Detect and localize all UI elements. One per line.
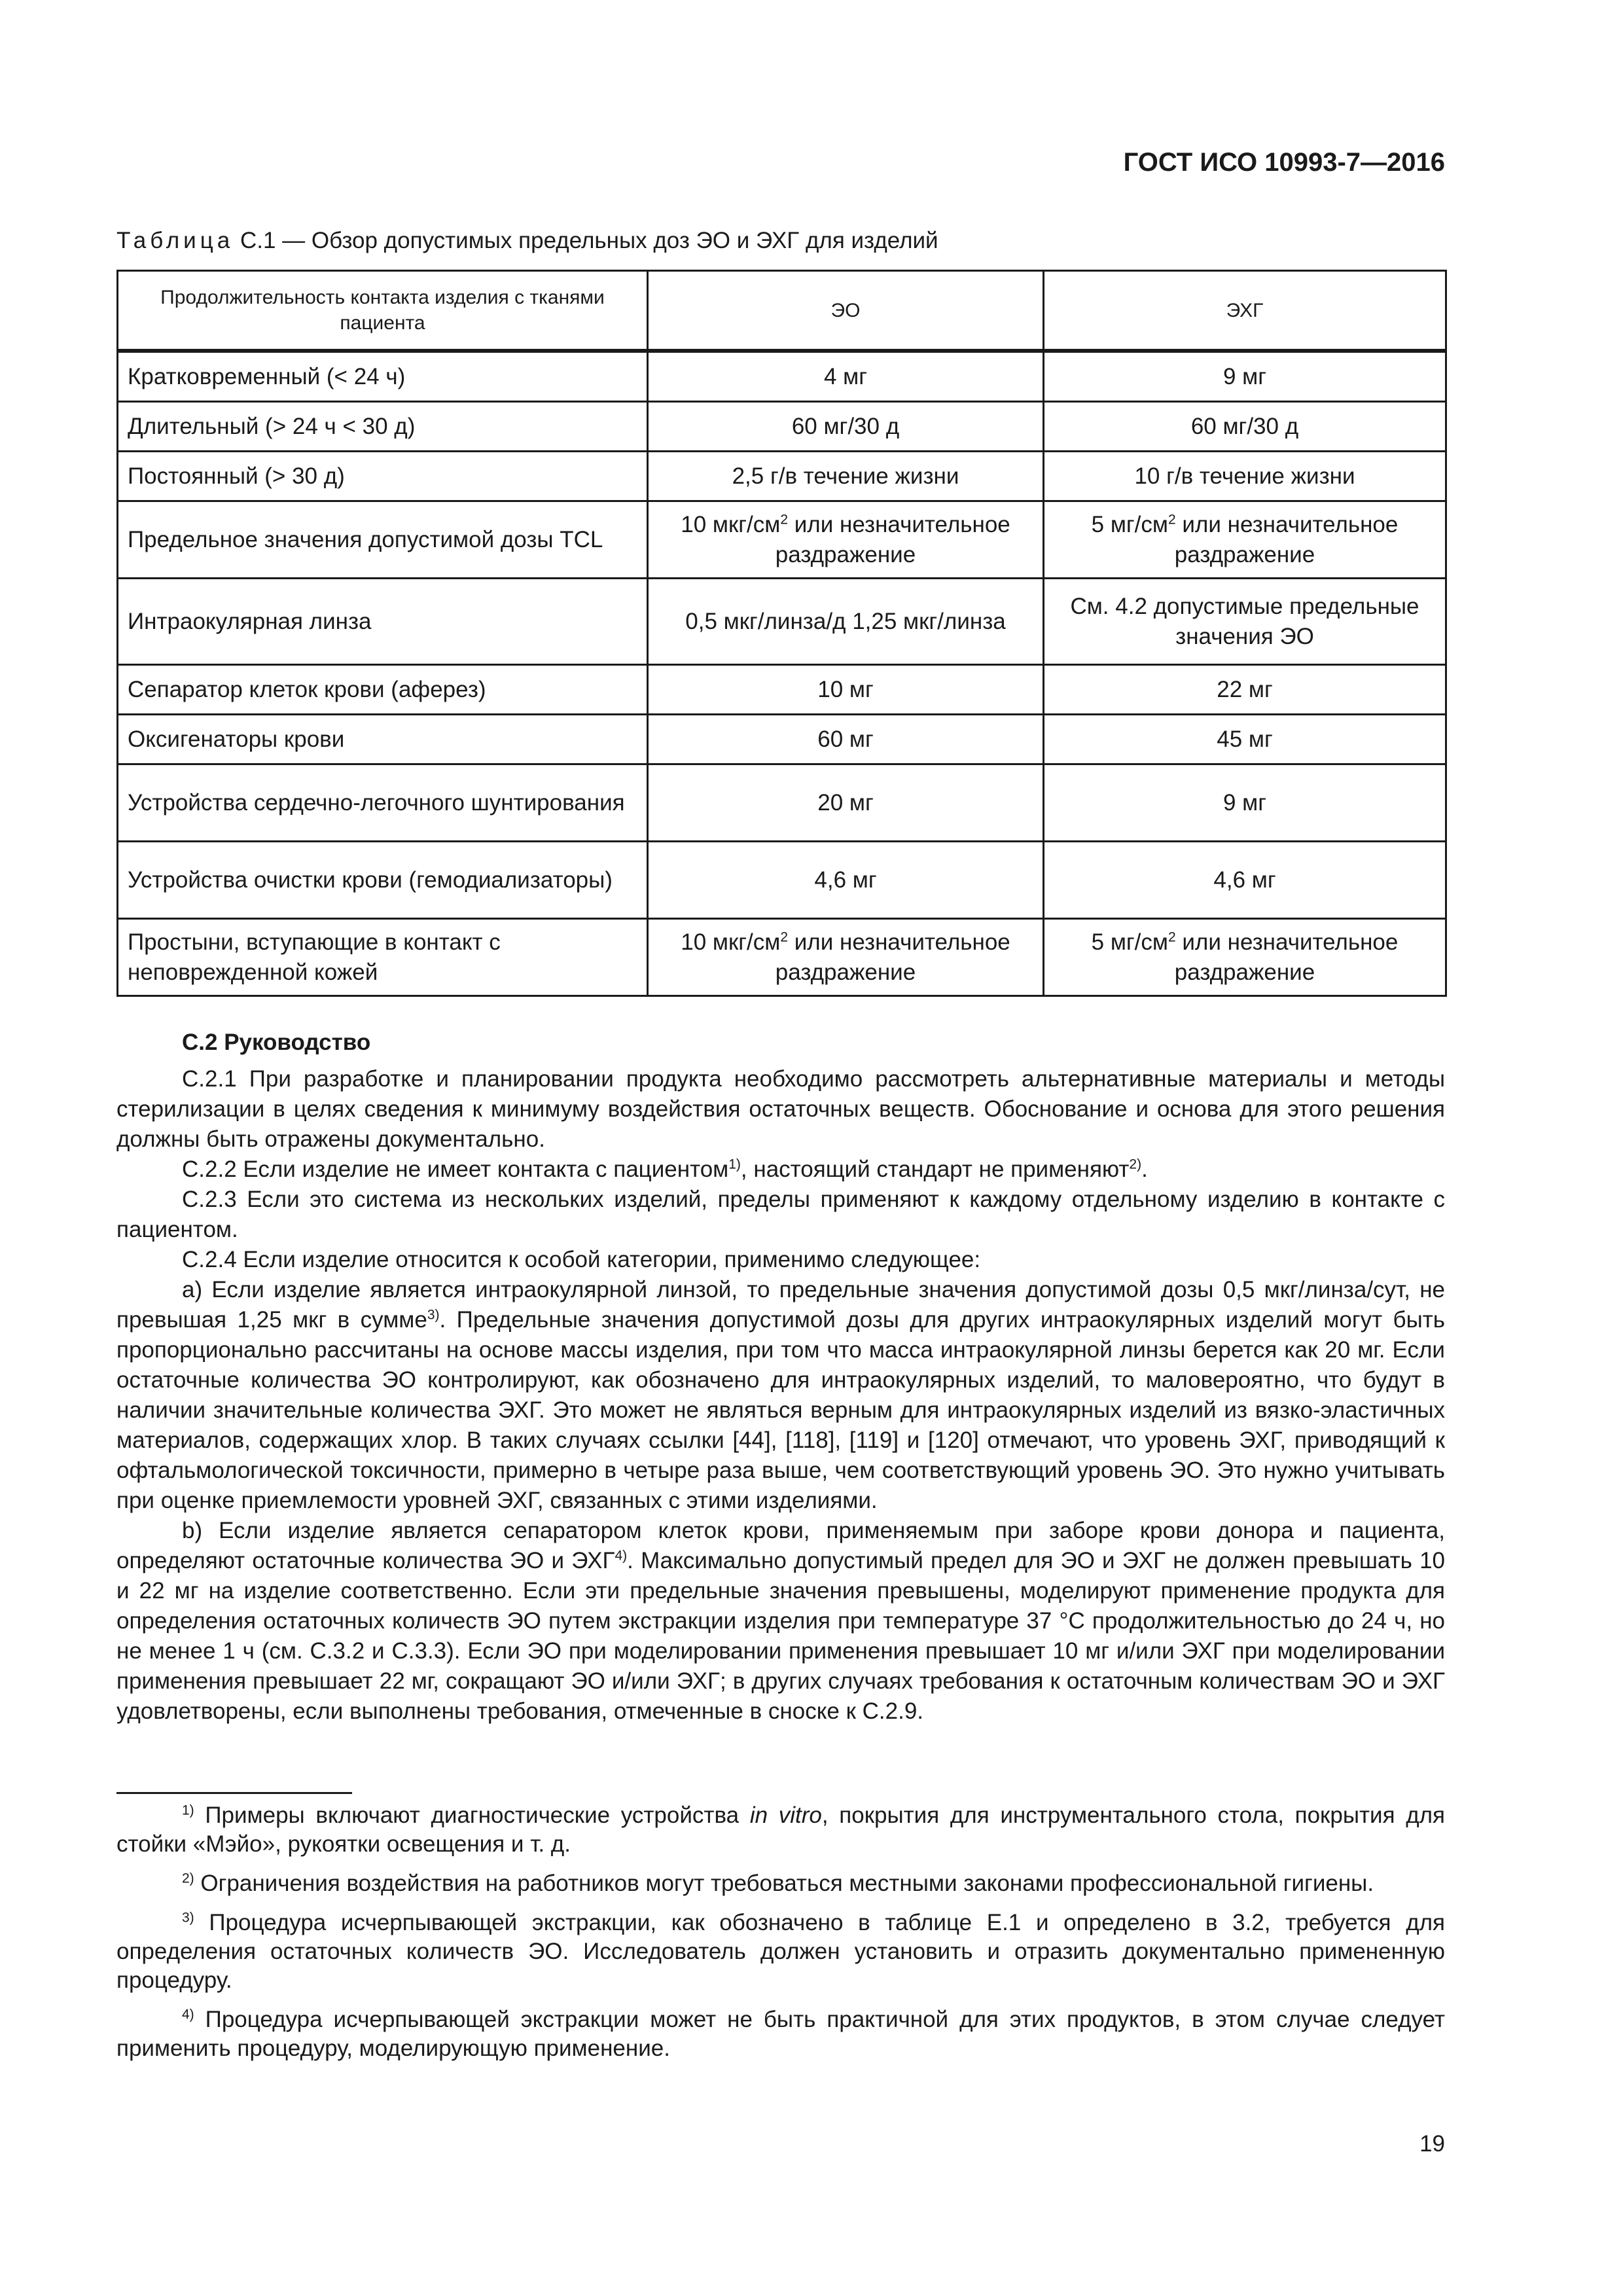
ecg-value: 4,6 мг [1044,842,1446,919]
row-label: Интраокулярная линза [118,579,648,665]
eo-value: 60 мг [648,715,1044,764]
section-title: С.2 Руководство [182,1030,371,1055]
table-header-row [118,271,1446,350]
row-label: Устройства очистки крови (гемодиализаторы) [118,842,648,919]
paragraph-c21: С.2.1 При разработке и планировании продукта необходимо рассмотреть альтернативные материалы и методы стерилизации в целях сведения к минимуму воздействия остаточных веществ. Обоснование и основа для этого решения должны быть отражены документально. [116,1066,1445,1152]
eo-value: 2,5 г/в течение жизни [648,452,1044,501]
table-caption [116,228,938,254]
footnote-3: $^{3)}$ Процедура исчерпывающей экстракции, как обозначено в таблице Е.1 и определено в 3.2, требуется для определения остаточных количеств ЭО. Исследователь должен установить и отразить документально примененную процедуру. [116,1910,1445,1993]
paragraph-c23: С.2.3 Если это система из нескольких изделий, пределы применяют к каждому отдельному изделию в контакте с пациентом. [116,1187,1445,1242]
table-row [118,452,1446,501]
paragraph-c24-a: а) Если изделие является интраокулярной линзой, то предельные значения допустимой дозы 0,5 мкг/линза/сут, не превышая 1,25 мкг в сумме$^{3)}$. Предельные значения допустимой дозы для других интраокулярных изделий могут быть пропорционально рассчитаны на основе массы изделия, при том что масса интраокулярной линзы берется как 20 мг. Если остаточные количества ЭО контролируют, как обозначено для интраокулярных изделий, то маловероятно, что будут в наличии значительные количества ЭХГ. Это может не являться верным для интраокулярных изделий из вязко-эластичных материалов, содержащих хлор. В таких случаях ссылки [44], [118], [119] и [120] отмечают, что уровень ЭХГ, приводящий к офтальмологической токсичности, примерно в четыре раза выше, чем соответствующий уровень ЭО. Это нужно учитывать при оценке приемлемости уровней ЭХГ, связанных с этими изделиями. [116,1277,1445,1513]
table-caption-text: С.1 — Обзор допустимых предельных доз ЭО и ЭХГ для изделий [234,228,938,253]
row-label: Кратковременный (< 24 ч) [118,352,648,402]
ecg-value: 9 мг [1044,352,1446,402]
row-label: Длительный (> 24 ч < 30 д) [118,402,648,452]
eo-value: 0,5 мкг/линза/д 1,25 мкг/линза [648,579,1044,665]
row-label: Постоянный (> 30 д) [118,452,648,501]
ecg-value: См. 4.2 допустимые предельные значения ЭО [1044,579,1446,665]
footnote-2: $^{2)}$ Ограничения воздействия на работников могут требоваться местными законами профессиональной гигиены. [182,1871,1374,1896]
paragraph-c24: С.2.4 Если изделие относится к особой категории, применимо следующее: [182,1247,981,1272]
paragraph-c22: С.2.2 Если изделие не имеет контакта с пациентом$^{1)}$, настоящий стандарт не применяют$^{2)}$. [182,1157,1148,1182]
row-label: Сепаратор клеток крови (аферез) [118,665,648,715]
header-ecg: ЭХГ [1044,271,1446,350]
footnote-divider [116,1792,352,1794]
table-row [118,919,1446,996]
footnote-4: $^{4)}$ Процедура исчерпывающей экстракции может не быть практичной для этих продуктов, в этом случае следует применить процедуру, моделирующую применение. [116,2007,1445,2061]
table-row [118,665,1446,715]
dose-limits-table [116,270,1447,997]
eo-value: 10 мкг/$см^2$ или незначительное раздражение [648,501,1044,579]
ecg-value: 60 мг/30 д [1044,402,1446,452]
footnote-1: $^{1)}$ Примеры включают диагностические устройства in vitro, покрытия для инструментального стола, покрытия для стойки «Мэйо», рукоятки освещения и т. д. [116,1803,1446,1857]
ecg-value: 22 мг [1044,665,1446,715]
section-c2 [116,1028,1445,1727]
ecg-value: 5 $мг/см^2$ или незначительное раздражение [1044,919,1446,996]
document-id-header: ГОСТ ИСО 10993-7—2016 [1123,148,1445,177]
table-row [118,402,1446,452]
paragraph-c24-b: b) Если изделие является сепаратором клеток крови, применяемым при заборе крови донора и пациента, определяют остаточные количества ЭО и ЭХГ$^{4)}$. Максимально допустимый предел для ЭО и ЭХГ не должен превышать 10 и 22 мг на изделие соответственно. Если эти предельные значения превышены, моделируют применение продукта для определения остаточных количеств ЭО путем экстракции изделия при температуре 37 °С продолжительностью до 24 ч, но не менее 1 ч (см. С.3.2 и С.3.3). Если ЭО при моделировании применения превышает 10 мг и/или ЭХГ при моделировании применения превышает 22 мг, сокращают ЭО и/или ЭХГ; в других случаях требования к остаточным количествам ЭО и ЭХГ удовлетворены, если выполнены требования, отмеченные в сноске к С.2.9. [116,1518,1445,1724]
table-row [118,579,1446,665]
header-contact-duration: Продолжительность контакта изделия с тканями пациента [118,271,648,350]
row-label: Простыни, вступающие в контакт с неповрежденной кожей [118,919,648,996]
table-row [118,764,1446,842]
table-row [118,352,1446,402]
eo-value: 20 мг [648,764,1044,842]
footnotes [116,1801,1445,2073]
eo-value: 60 мг/30 д [648,402,1044,452]
table-row [118,715,1446,764]
row-label: Оксигенаторы крови [118,715,648,764]
eo-value: 4 мг [648,352,1044,402]
eo-value: 10 мкг/$см^2$ или незначительное раздражение [648,919,1044,996]
header-eo: ЭО [648,271,1044,350]
ecg-value: 5 $мг/см^2$ или незначительное раздражение [1044,501,1446,579]
ecg-value: 10 г/в течение жизни [1044,452,1446,501]
row-label: Устройства сердечно-легочного шунтирования [118,764,648,842]
table-row [118,501,1446,579]
row-label: Предельное значения допустимой дозы TCL [118,501,648,579]
eo-value: 4,6 мг [648,842,1044,919]
table-row [118,842,1446,919]
ecg-value: 9 мг [1044,764,1446,842]
page-number: 19 [1419,2131,1445,2157]
ecg-value: 45 мг [1044,715,1446,764]
eo-value: 10 мг [648,665,1044,715]
table-caption-label: Таблица [116,228,234,253]
